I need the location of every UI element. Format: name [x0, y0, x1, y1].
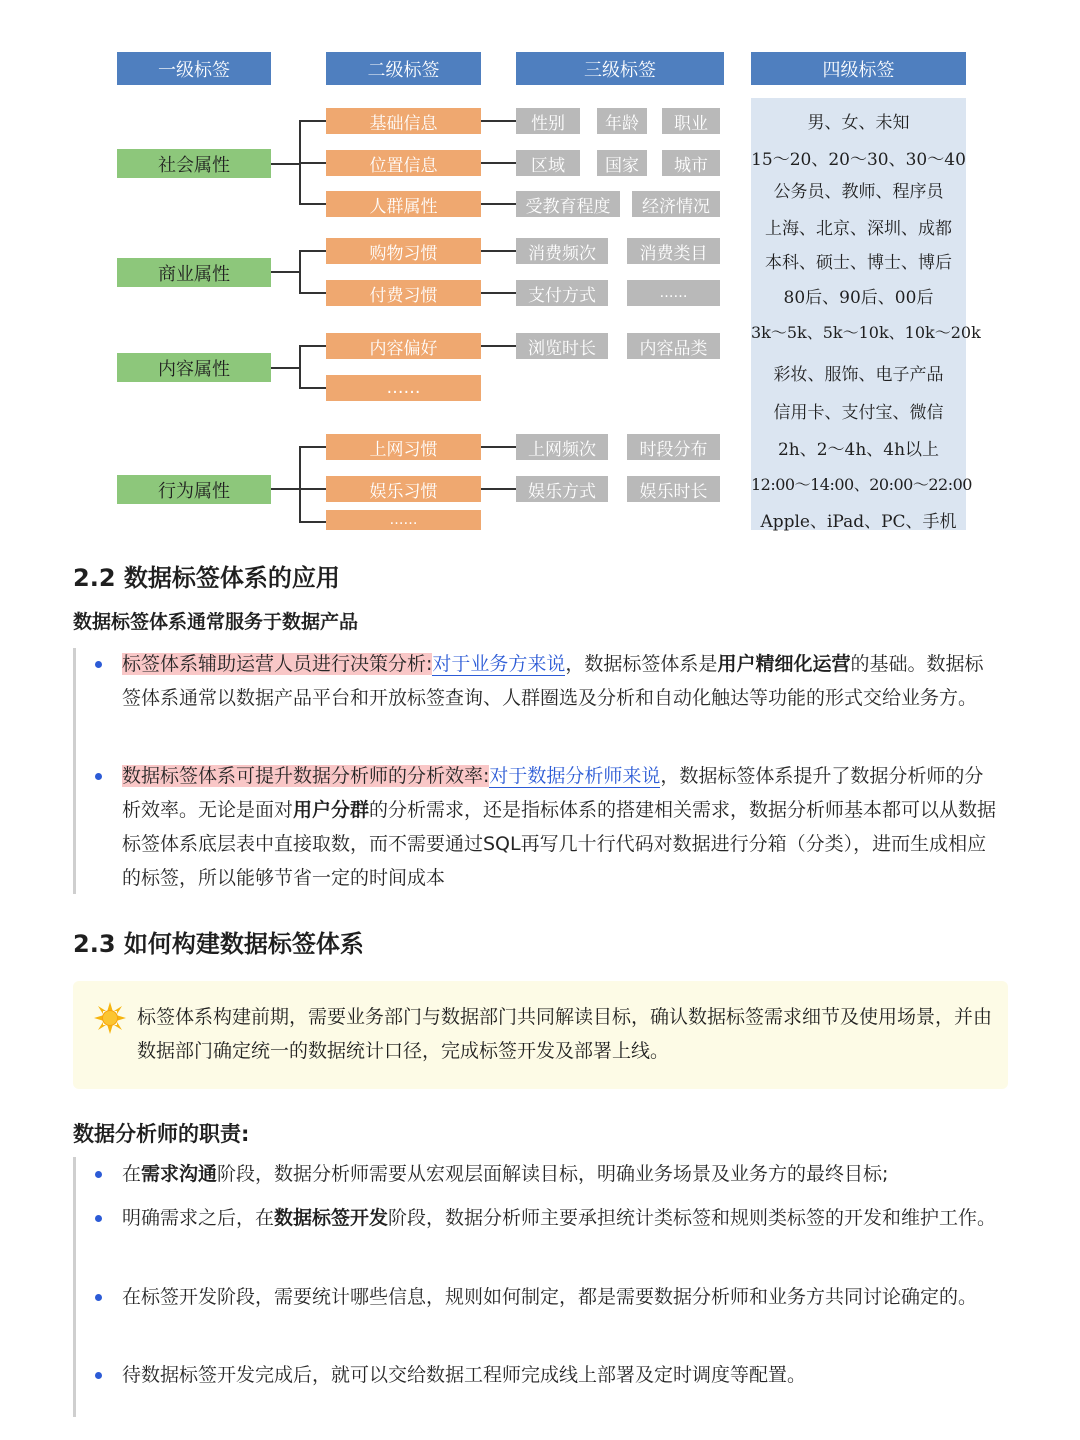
- level4-value: 本科、硕士、博士、博后: [765, 253, 952, 273]
- list-item: [122, 1280, 1002, 1314]
- connector: [481, 120, 516, 122]
- header-level3: 三级标签: [516, 52, 724, 85]
- list-item-text: ，数据标签体系提升了数据分析师的分析效率。无论是面对: [122, 765, 984, 821]
- connector: [299, 446, 326, 448]
- level4-value: 信用卡、支付宝、微信: [773, 403, 944, 423]
- level3-tag: 受教育程度: [516, 191, 620, 217]
- level1-social: 社会属性: [117, 149, 271, 178]
- header-level4: 四级标签: [751, 52, 966, 85]
- connector: [299, 446, 301, 522]
- header-level1: 一级标签: [117, 52, 271, 85]
- level4-value: 男、女、未知: [807, 113, 910, 133]
- bold-text: 需求沟通: [141, 1163, 218, 1185]
- level2-location-info: 位置信息: [326, 150, 481, 176]
- level4-value: 15～20、20～30、30～40: [751, 150, 966, 170]
- highlight-text: 标签体系辅助运营人员进行决策分析:: [122, 653, 433, 675]
- list-item-text: 明确需求之后，在: [122, 1207, 275, 1229]
- level3-tag: 国家: [597, 150, 647, 176]
- level4-value: 上海、北京、深圳、成都: [765, 219, 952, 239]
- connector: [271, 488, 300, 490]
- duties-title: 数据分析师的职责:: [73, 1122, 250, 1146]
- highlight-text: 数据标签体系可提升数据分析师的分析效率:: [122, 765, 490, 787]
- business-link[interactable]: 对于业务方来说: [432, 653, 566, 675]
- section-22-subtitle: 数据标签体系通常服务于数据产品: [73, 611, 359, 633]
- level4-value: 彩妆、服饰、电子产品: [773, 365, 944, 385]
- list-item: [122, 1201, 1002, 1235]
- bold-text: 数据标签开发: [274, 1207, 389, 1229]
- level3-tag: 城市: [662, 150, 720, 176]
- header-level2: 二级标签: [326, 52, 481, 85]
- bold-text: 用户精细化运营: [717, 653, 851, 675]
- analyst-link[interactable]: 对于数据分析师来说: [489, 765, 661, 787]
- connector: [299, 203, 326, 205]
- list-item-text: 待数据标签开发完成后，就可以交给数据工程师完成线上部署及定时调度等配置。: [122, 1364, 807, 1386]
- list-item-text: 在: [122, 1163, 142, 1185]
- level3-tag: 消费频次: [516, 238, 608, 264]
- list-item: [122, 1358, 1002, 1392]
- connector: [481, 250, 516, 252]
- connector: [299, 345, 301, 388]
- connector: [481, 488, 516, 490]
- level2-content-more: ……: [326, 375, 481, 401]
- list-item: [122, 1157, 1002, 1191]
- connector: [299, 250, 301, 293]
- level2-shopping-habit: 购物习惯: [326, 238, 481, 264]
- level1-behavior: 行为属性: [117, 475, 271, 504]
- level3-tag: 内容品类: [627, 333, 720, 359]
- level3-tag: 浏览时长: [516, 333, 608, 359]
- connector: [299, 162, 326, 164]
- level3-tag: 消费类目: [627, 238, 720, 264]
- connector: [481, 203, 516, 205]
- level4-value: 80后、90后、00后: [783, 288, 934, 308]
- connector: [299, 292, 326, 294]
- connector: [271, 367, 300, 369]
- connector: [299, 488, 326, 490]
- level2-payment-habit: 付费习惯: [326, 280, 481, 306]
- connector: [299, 387, 326, 389]
- level3-tag: 娱乐时长: [627, 476, 720, 502]
- level4-value: Apple、iPad、PC、手机: [760, 512, 957, 532]
- level3-tag: 支付方式: [516, 280, 608, 306]
- level1-commerce: 商业属性: [117, 258, 271, 287]
- level3-tag: 职业: [662, 108, 720, 134]
- level2-behavior-more: ……: [326, 510, 481, 530]
- bold-text: 用户分群: [293, 799, 370, 821]
- level3-tag: 性别: [516, 108, 580, 134]
- connector: [299, 250, 326, 252]
- level3-tag: 经济情况: [632, 191, 720, 217]
- level3-tag: 年龄: [597, 108, 647, 134]
- tag-hierarchy-diagram: [0, 0, 1080, 540]
- section-22-title: 2.2 数据标签体系的应用: [73, 564, 340, 592]
- level4-value: 2h、2～4h、4h以上: [777, 440, 940, 460]
- level2-crowd-attr: 人群属性: [326, 191, 481, 217]
- connector: [271, 271, 300, 273]
- list-item-text: 的基础。数据标签体系通常以数据产品平台和开放标签查询、人群圈选及分析和自动化触达等功能的形式交给业务方。: [122, 653, 984, 709]
- level2-content-pref: 内容偏好: [326, 333, 481, 359]
- connector: [481, 292, 516, 294]
- level2-basic-info: 基础信息: [326, 108, 481, 134]
- sun-icon: [93, 1001, 127, 1035]
- callout-box: [73, 981, 1008, 1089]
- level1-content: 内容属性: [117, 353, 271, 382]
- list-item: [122, 647, 1002, 715]
- level3-tag: 区域: [516, 150, 580, 176]
- level3-tag: 时段分布: [627, 434, 720, 460]
- connector: [299, 521, 326, 523]
- list-item: [122, 759, 1002, 895]
- quote-bar: [73, 1157, 76, 1417]
- level4-value: 3k～5k、5k～10k、10k～20k: [751, 323, 981, 342]
- level2-internet-habit: 上网习惯: [326, 434, 481, 460]
- level2-entertainment-habit: 娱乐习惯: [326, 476, 481, 502]
- list-item-text: 阶段，数据分析师需要从宏观层面解读目标，明确业务场景及业务方的最终目标;: [217, 1163, 889, 1185]
- list-item-text: 在标签开发阶段，需要统计哪些信息，规则如何制定，都是需要数据分析师和业务方共同讨论确定的。: [122, 1286, 978, 1308]
- level4-value: 公务员、教师、程序员: [773, 182, 944, 202]
- connector: [299, 120, 326, 122]
- list-item-text: ，数据标签体系是: [565, 653, 718, 675]
- connector: [299, 345, 326, 347]
- level3-tag: ……: [627, 280, 720, 306]
- connector: [481, 345, 516, 347]
- quote-bar: [73, 648, 76, 894]
- level3-tag: 上网频次: [516, 434, 608, 460]
- level4-value: 12:00～14:00、20:00～22:00: [751, 475, 972, 494]
- connector: [481, 162, 516, 164]
- connector: [481, 446, 516, 448]
- callout-text: 标签体系构建前期，需要业务部门与数据部门共同解读目标，确认数据标签需求细节及使用场景，并由数据部门确定统一的数据统计口径，完成标签开发及部署上线。: [137, 1006, 993, 1062]
- list-item-text: 阶段，数据分析师主要承担统计类标签和规则类标签的开发和维护工作。: [388, 1207, 997, 1229]
- level3-tag: 娱乐方式: [516, 476, 608, 502]
- connector: [271, 163, 300, 165]
- list-item-text: 的分析需求，还是指标体系的搭建相关需求，数据分析师基本都可以从数据标签体系底层表中直接取数，而不需要通过SQL再写几十行代码对数据进行分箱（分类），进而生成相应的标签，所以能够节省一定的时间成本: [122, 799, 997, 889]
- section-23-title: 2.3 如何构建数据标签体系: [73, 930, 364, 958]
